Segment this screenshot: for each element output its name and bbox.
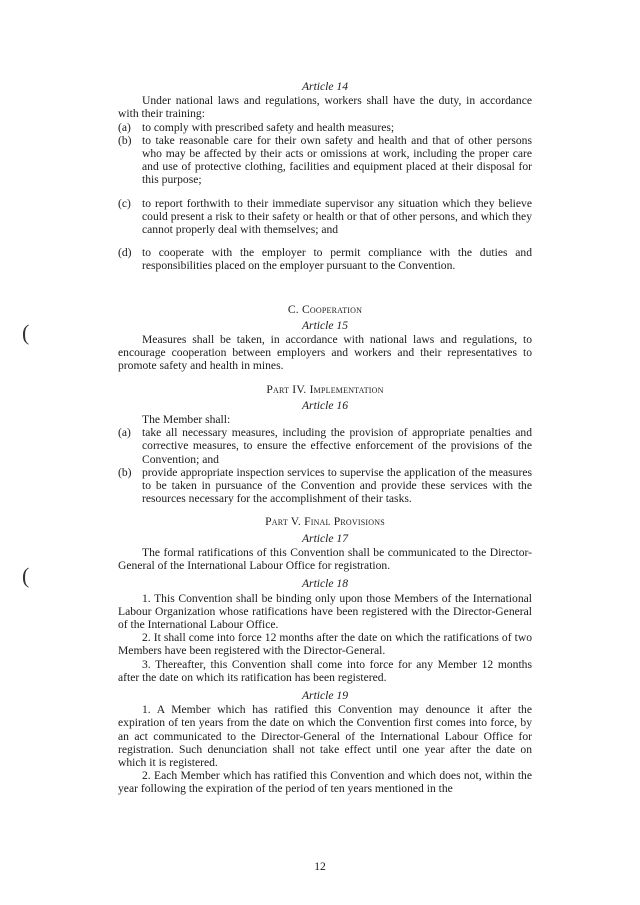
article-17-text: The formal ratifications of this Convention shall be communicated to the Director-General of the International Labour Office for registration. xyxy=(118,545,532,573)
item-text: to report forthwith to their immediate supervisor any situation which they believe could present a risk to their safety or health or that of other persons, and which they cannot properly deal with themselves; and xyxy=(142,196,532,237)
article-14-item-a xyxy=(118,121,532,134)
item-text: provide appropriate inspection services to supervise the application of the measures to be taken in pursuance of the Convention and provide these services with the resources necessary for the accomplishment of their tasks. xyxy=(142,465,532,506)
article-16-intro: The Member shall: xyxy=(142,413,231,427)
item-marker: (a) xyxy=(118,120,131,134)
article-17-heading: Article 17 xyxy=(301,531,349,545)
item-text: take all necessary measures, including the provision of appropriate penalties and corrective measures, to ensure the effective enforcement of the provisions of the Convention; and xyxy=(142,426,532,466)
part-iv-heading: Part IV. Implementation xyxy=(266,382,384,396)
article-18-para-3: 3. Thereafter, this Convention shall come into force for any Member 12 months after the date on which its ratification has been registered. xyxy=(118,657,532,684)
article-18-heading: Article 18 xyxy=(301,577,349,591)
article-14-intro: Under national laws and regulations, workers shall have the duty, in accordance with their training: xyxy=(118,94,532,121)
item-marker: (d) xyxy=(118,246,132,260)
article-18-para-1: 1. This Convention shall be binding only upon those Members of the International Labour Organization whose ratifications have been registered with the Director-General of the International Labour Office. xyxy=(118,591,532,631)
text-column xyxy=(118,80,532,796)
binding-hole-mark: ( xyxy=(22,320,30,345)
article-14-item-b xyxy=(118,134,532,187)
article-19-para-1: 1. A Member which has ratified this Convention may denounce it after the expiration of ten years from the date on which the Convention first comes into force, by an act communicated to the Director-General of the International Labour Office for registration. Such denunciation shall not take effect until one year after the date on which it is registered. xyxy=(118,703,532,769)
item-marker: (b) xyxy=(118,133,132,147)
article-19-heading: Article 19 xyxy=(301,688,349,702)
part-v-heading: Part V. Final Provisions xyxy=(265,515,385,529)
article-15-heading: Article 15 xyxy=(301,318,349,332)
binding-hole-mark: ( xyxy=(22,563,30,588)
item-marker: (c) xyxy=(118,196,131,210)
article-15-text: Measures shall be taken, in accordance with national laws and regulations, to encourage cooperation between employers and workers and their representatives to promote safety and health in mines. xyxy=(118,333,532,373)
item-text: to take reasonable care for their own safety and health and that of other persons who may be affected by their acts or omissions at work, including the proper care and use of protective clothing, facilities and equipment placed at their disposal for this purpose; xyxy=(142,133,532,187)
item-marker: (b) xyxy=(118,465,132,479)
item-text: to cooperate with the employer to permit compliance with the duties and responsibilities placed on the employer pursuant to the Convention. xyxy=(142,246,532,273)
article-16-item-b xyxy=(118,466,532,506)
article-14-heading: Article 14 xyxy=(301,80,349,93)
item-text: to comply with prescribed safety and health measures; xyxy=(142,120,395,134)
article-14-item-d xyxy=(118,246,532,272)
article-16-item-a xyxy=(118,426,532,466)
article-16-heading: Article 16 xyxy=(301,398,349,412)
article-18-para-2: 2. It shall come into force 12 months after the date on which the ratifications of two Members have been registered with the Director-General. xyxy=(118,631,532,658)
section-c-heading: C. Cooperation xyxy=(287,302,363,316)
article-14-item-c xyxy=(118,197,532,237)
item-marker: (a) xyxy=(118,426,131,440)
page-number: 12 xyxy=(314,860,326,873)
article-19-para-2: 2. Each Member which has ratified this Convention and which does not, within the year following the expiration of the period of ten years mentioned in the xyxy=(118,769,532,796)
